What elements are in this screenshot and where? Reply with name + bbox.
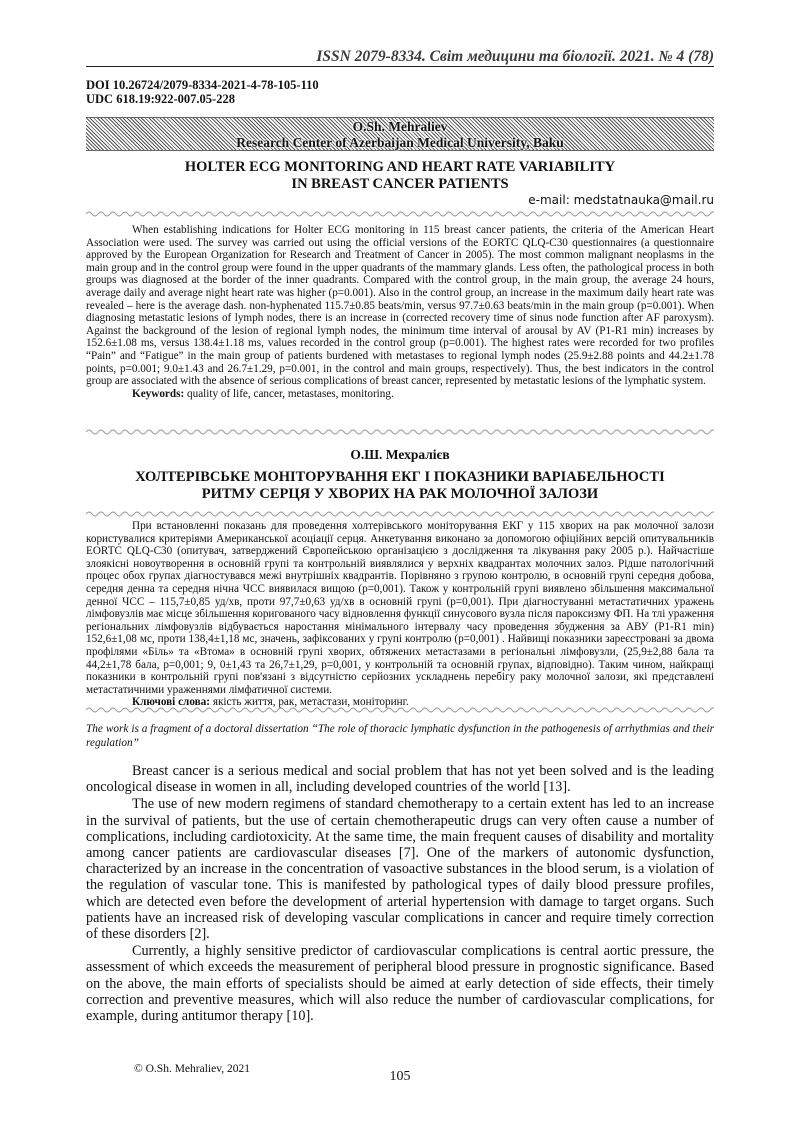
dissertation-note: The work is a fragment of a doctoral dissertation “The role of thoracic lymphatic dysfunction in the pathogenesis of arrhythmias and their regulation” <box>86 723 714 749</box>
author-email: e-mail: medstatnauka@mail.ru <box>528 193 714 207</box>
header-divider <box>86 66 714 67</box>
author-band <box>86 117 714 151</box>
title-en-line-2: IN BREAST CANCER PATIENTS <box>291 176 509 192</box>
title-ua-line-2: РИТМУ СЕРЦЯ У ХВОРИХ НА РАК МОЛОЧНОЇ ЗАЛОЗИ <box>201 486 599 502</box>
wave-divider <box>86 510 714 518</box>
title-ua-line-1: ХОЛТЕРІВСЬКЕ МОНІТОРУВАННЯ ЕКГ І ПОКАЗНИКИ ВАРІАБЕЛЬНОСТІ <box>135 469 665 485</box>
body-paragraph: The use of new modern regimens of standard chemotherapy to a certain extent has led to an increase in the survival of patients, but the use of certain chemotherapeutic drugs can very often cause a number of complications, including cardiotoxicity. At the same time, the main frequent causes of disability and mortality among cancer patients are cardiovascular diseases [7]. One of the markers of autonomic dysfunction, characterized by an increase in the concentration of vasoactive substances in the blood serum, is a violation of the regulation of vascular tone. This is manifested by pathological types of daily blood pressure profiles, which are detected even before the development of arterial hypertension with damage to target organs. Such patients have an increased risk of developing vascular complications in cancer and require timely correction of these disorders [2]. <box>86 796 714 943</box>
page-number: 105 <box>389 1069 411 1084</box>
abstract-en <box>86 224 714 400</box>
author-affiliation: Research Center of Azerbaijan Medical University, Baku <box>236 135 564 150</box>
article-title-ua <box>86 469 714 503</box>
title-en-line-1: HOLTER ECG MONITORING AND HEART RATE VARIABILITY <box>184 159 616 175</box>
keywords-ua-value: якість життя, рак, метастази, моніторинг. <box>212 696 409 709</box>
keywords-en-value: quality of life, cancer, metastases, monitoring. <box>187 387 394 400</box>
keywords-en-label: Keywords: <box>132 387 185 400</box>
author-name-ua: О.Ш. Мехралієв <box>350 447 450 462</box>
wave-divider <box>86 706 714 714</box>
doi-block <box>86 78 319 106</box>
keywords-ua-label: Ключові слова: <box>132 696 211 709</box>
article-title-en <box>86 159 714 193</box>
body-paragraph: Breast cancer is a serious medical and social problem that has not yet been solved and is the leading oncological disease in women in all, including developed countries of the world [13]. <box>86 763 714 796</box>
article-body <box>86 763 714 1025</box>
copyright: © O.Sh. Mehraliev, 2021 <box>134 1063 250 1075</box>
doi-line: DOI 10.26724/2079-8334-2021-4-78-105-110 <box>86 78 319 92</box>
journal-header: ISSN 2079-8334. Світ медицини та біології. 2021. № 4 (78) <box>316 48 714 65</box>
abstract-ua-text: При встановленні показань для проведення холтерівського моніторування ЕКГ у 115 хворих на рак молочної залози користувалися критеріями Американської асоціації серця. Анкетування виконано за допомогою офіційних версій опитувальників EORTC QLQ-C30 (опитувач, затверджений Європейською організацією з дослідження та лікування раку 2005 р.). Найчастіше злоякісні новоутворення в основній групі та контрольній виявлялися у верхніх квадрантах молочних залоз. Рідше патологічний процес обох групах діагностувався межі внутрішніх квадрантів. Порівняно з групою контролю, в основній групі середня добова, середня денна та середня нічна ЧСС виявилася вищою (p=0,001). Також у контрольній групі виявлено збільшення максимальної денної ЧСС – 115,7±0,85 уд/хв, проти 97,7±0,63 уд/хв в основній групі (p=0,001). При діагностуванні метастатичних уражень лімфовузлів має місце збільшення коригованого часу відновлення функції синусового вузла після пароксизму ФП. На тлі ураження регіональних лімфовузлів відбувається наростання мінімального інтервалу часу проведення збудження за АВУ (P1-R1 min) 152,6±1,08 мс, проти 138,4±1,18 мс, значень, зафіксованих у групі контролю (p=0,001) . Найвищі показники зареєстровані за двома профілями «Біль» та «Втома» в основній групі хворих, обтяжених метастазами в регіональні лімфовузли, (25,9±2,88 бала та 44,2±1,78 бала, p=0,001; 9, 0±1,43 та 26,7±1,29, p=0,001, у контрольній та основній групах, відповідно). Таким чином, найкращі показники в контрольній групі пов'язані з відсутністю серйозних ускладнень перебігу раку молочної залози, які представлені метастатичними ураженнями лімфатичної системи. <box>86 520 714 696</box>
wave-divider <box>86 428 714 436</box>
abstract-ua <box>86 520 714 709</box>
abstract-en-text: When establishing indications for Holter ECG monitoring in 115 breast cancer patients, the criteria of the American Heart Association were used. The survey was carried out using the official versions of the EORTC QLQ-C30 questionnaires (a questionnaire approved by the European Organization for Research and Treatment of Cancer in 2005). The most common malignant neoplasms in the main group and in the control group were found in the upper quadrants of the mammary glands. Less often, the pathological process in both groups was diagnosed at the border of the inner quadrants. Compared with the control group, in the main group, the average 24 hours, average daily and average night heart rate was higher (p=0.001). Also in the control group, an increase in the maximum daily heart rate was revealed – here is the average dash. non-hyphenated 115.7±0.85 beats/min, versus 97.7±0.63 beats/min in the main group (p=0.001). When diagnosing metastatic lesions of lymph nodes, there is an increase in (corrected recovery time of sinus node function after AF paroxysm). Against the background of the lesion of regional lymph nodes, the minimum time interval of arousal by AV (P1-R1 min) increases by 152.6±1.08 ms, versus 138.4±1.18 ms, values recorded in the control group (p=0.001). The highest rates were recorded for two profiles “Pain” and “Fatigue” in the main group of patients burdened with metastases to regional lymph nodes (25.9±2.88 points and 44.2±1.78 points, p=0.001; 9.0±1.43 and 26.7±1.29, p=0.001, in the control and main groups, respectively). Thus, the best indicators in the control group are associated with the absence of serious complications of breast cancer, represented by metastatic lesions of the lymphatic system. <box>86 224 714 388</box>
wave-divider <box>86 210 714 218</box>
udc-line: UDC 618.19:922-007.05-228 <box>86 92 235 106</box>
body-paragraph: Currently, a highly sensitive predictor of cardiovascular complications is central aortic pressure, the assessment of which exceeds the measurement of peripheral blood pressure in prognostic significance. Based on the above, the main efforts of specialists should be aimed at early detection of side effects, their timely correction and preventive measures, which will also reduce the number of cardiovascular complications, for example, during antitumor therapy [10]. <box>86 943 714 1025</box>
keywords-en <box>86 388 714 401</box>
author-name: O.Sh. Mehraliev <box>352 119 448 134</box>
